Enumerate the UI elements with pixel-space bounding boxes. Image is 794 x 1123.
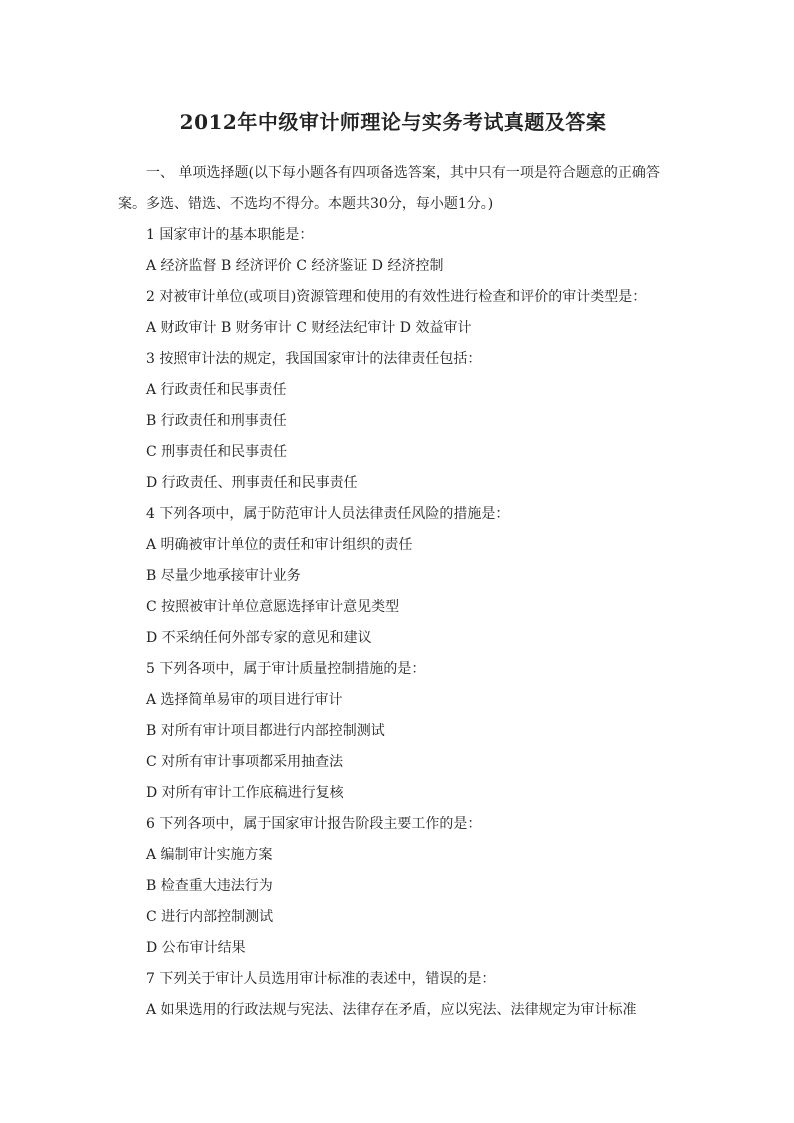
answer-option: D 对所有审计工作底稿进行复核 [146,785,344,801]
answer-option: C 按照被审计单位意愿选择审计意见类型 [146,599,400,615]
answer-option: A 经济监督 B 经济评价 C 经济鉴证 D 经济控制 [146,258,444,274]
answer-option: C 对所有审计事项都采用抽查法 [146,754,344,770]
question-stem: 1 国家审计的基本职能是： [146,227,314,243]
answer-option: B 行政责任和刑事责任 [146,413,287,429]
question-stem: 5 下列各项中，属于审计质量控制措施的是： [146,661,426,677]
answer-option: C 进行内部控制测试 [146,909,274,925]
answer-option: A 选择简单易审的项目进行审计 [146,692,343,708]
answer-option: A 明确被审计单位的责任和审计组织的责任 [146,537,413,553]
answer-option: B 尽量少地承接审计业务 [146,568,301,584]
answer-option: A 编制审计实施方案 [146,847,273,863]
question-stem: 3 按照审计法的规定，我国国家审计的法律责任包括： [146,351,482,367]
answer-option: A 如果选用的行政法规与宪法、法律存在矛盾，应以宪法、法律规定为审计标准 [146,1002,637,1018]
document-title: 2012年中级审计师理论与实务考试真题及答案 [179,110,607,134]
answer-option: C 刑事责任和民事责任 [146,444,288,460]
answer-option: D 不采纳任何外部专家的意见和建议 [146,630,372,646]
question-stem: 4 下列各项中，属于防范审计人员法律责任风险的措施是： [146,506,510,522]
question-stem: 6 下列各项中，属于国家审计报告阶段主要工作的是： [146,816,482,832]
answer-option: A 财政审计 B 财务审计 C 财经法纪审计 D 效益审计 [146,320,472,336]
answer-option: A 行政责任和民事责任 [146,382,287,398]
answer-option: D 行政责任、刑事责任和民事责任 [146,475,358,491]
answer-option: B 检查重大违法行为 [146,878,273,894]
question-stem: 2 对被审计单位(或项目)资源管理和使用的有效性进行检查和评价的审计类型是： [146,289,647,305]
question-stem: 7 下列关于审计人员选用审计标准的表述中，错误的是： [146,971,496,987]
section-intro: 一、 单项选择题(以下每小题各有四项备选答案，其中只有一项是符合题意的正确答案。多选、错选、不选均不得分。本题共30分，每小题1分。) [118,165,660,212]
answer-option: B 对所有审计项目都进行内部控制测试 [146,723,385,739]
question-list [118,220,668,1026]
answer-option: D 公布审计结果 [146,940,246,956]
